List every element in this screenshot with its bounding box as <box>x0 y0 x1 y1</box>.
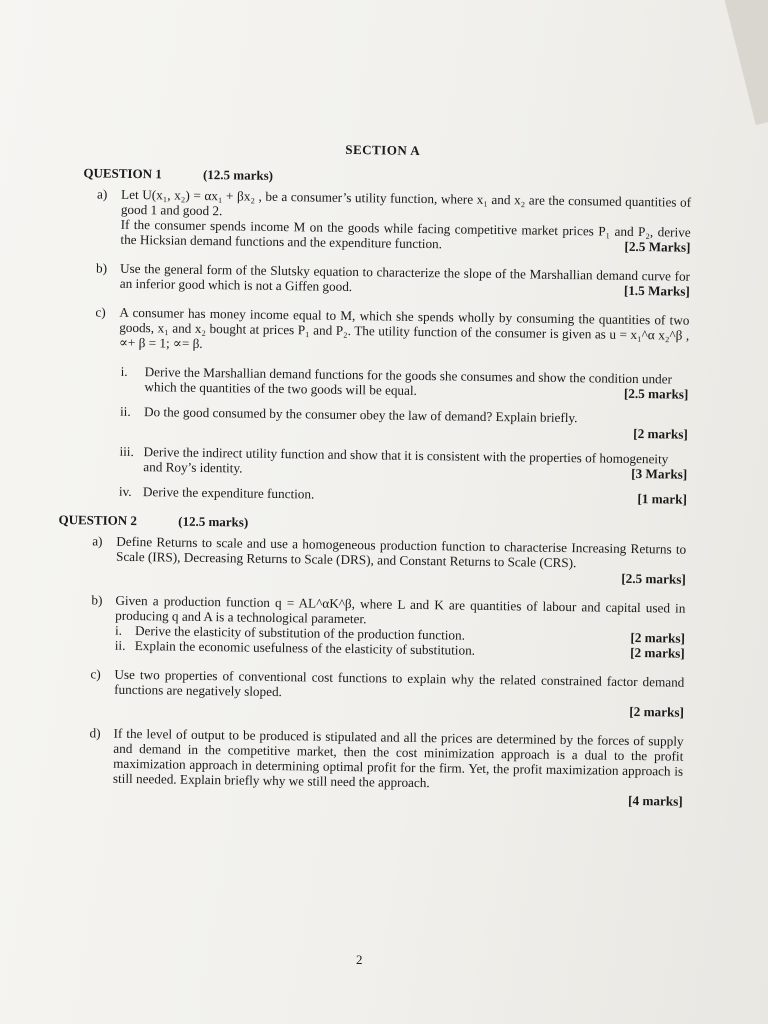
q2-item-c-label: c) <box>90 666 101 682</box>
q1-sub-iv-label: iv. <box>118 483 132 499</box>
q2-item-a-label: a) <box>92 533 103 549</box>
q2-sub-ii-label: ii. <box>114 637 126 653</box>
q1-item-a-line-2: If the consumer spends income M on the goods while facing competitive market prices P₁ and P₂, derive the Hicksian demand functions and the expenditure function. <box>120 216 691 252</box>
q1-sub-iii-label: iii. <box>119 443 134 460</box>
q2-item-b-label: b) <box>91 592 103 608</box>
q2-sub-i-text: Derive the elasticity of substitution of the production function. <box>134 623 466 643</box>
q1-sub-ii-text: Do the good consumed by the consumer obey the law of demand? Explain briefly. <box>143 404 578 426</box>
q1-sub-i <box>120 364 688 402</box>
q1-sub-i-text: Derive the Marshallian demand functions for the goods she consumes and show the condition under which the quantities of the two goods will be equal. <box>144 364 673 398</box>
q1-sub-iv-text: Derive the expenditure function. <box>142 484 315 502</box>
q1-sub-iii <box>119 444 687 482</box>
q2-item-c <box>90 666 685 719</box>
q2-item-a <box>92 533 687 586</box>
q1-sub-i-marks: [2.5 marks] <box>623 385 689 402</box>
q1-item-c-text: A consumer has money income equal to M, which she spends wholly by consuming the quantities of two goods, x₁ and x₂ bought at prices P₁ and P₂. The utility function of the consumer is given as u = x₁^α x₂^β , ∝+ β = 1; ∝= β. <box>118 304 690 351</box>
q2-item-a-marks: [2.5 marks] <box>621 570 686 587</box>
q1-item-c-label: c) <box>95 304 106 320</box>
q1-item-b-text: Use the general form of the Slutsky equation to characterize the slope of the Marshallian demand curve for an inferior good which is not a Giffen good. <box>119 260 691 295</box>
q1-sub-iv <box>119 484 687 507</box>
q1-item-a-label: a) <box>97 186 108 202</box>
exam-content <box>54 130 691 823</box>
q1-sub-iii-marks: [3 Marks] <box>631 465 688 482</box>
question-2-heading <box>58 512 686 536</box>
q1-item-b <box>96 260 690 298</box>
q2-item-d-label: d) <box>89 725 101 741</box>
page-corner-shadow <box>722 0 768 125</box>
q2-item-c-text: Use two properties of conventional cost functions to explain why the related constrained factor demand functions are negatively sloped. <box>114 666 685 700</box>
q1-sub-iv-marks: [1 mark] <box>637 491 688 507</box>
q2-sub-ii-marks: [2 marks] <box>630 644 685 661</box>
q2-item-d-marks: [4 marks] <box>628 792 683 809</box>
q2-item-a-text: Define Returns to scale and use a homogeneous production function to characterise Increasing Returns to Scale (IRS), Decreasing Returns to Scale (DRS), and Constant Returns to Scale (CRS). <box>115 533 687 571</box>
page-number: 2 <box>356 952 363 967</box>
q1-item-c <box>95 304 690 357</box>
q1-item-a-line-1: Let U(x₁, x₂) = αx₁ + βx₂ , be a consumer’s utility function, where x₁ and x₂ are the consumed quantities of good 1 and good 2. <box>120 186 692 219</box>
question-1-marks: (12.5 marks) <box>202 166 274 183</box>
section-title: SECTION A <box>345 141 421 158</box>
q1-item-a-marks: [2.5 Marks] <box>624 238 691 255</box>
q1-item-b-label: b) <box>95 260 108 276</box>
q1-item-b-marks: [1.5 Marks] <box>623 282 690 299</box>
q1-item-a <box>96 186 691 254</box>
q2-item-b-text: Given a production function q = AL^αK^β, where L and K are quantities of labour and capital used in producing q and A is a technological parameter. <box>115 592 686 627</box>
q2-sub-ii-text: Explain the economic usefulness of the elasticity of substitution. <box>134 638 476 658</box>
question-1-heading <box>83 165 691 188</box>
q2-item-d <box>89 725 684 808</box>
q2-sub-i-marks: [2 marks] <box>630 629 686 646</box>
q1-sub-iii-text: Derive the indirect utility function and show that it is consistent with the properties of homogeneity and Roy’s identity. <box>143 444 669 476</box>
question-1-title: QUESTION 1 <box>83 165 162 182</box>
q1-sub-ii-label: ii. <box>119 403 131 419</box>
q2-item-c-marks: [2 marks] <box>629 703 685 720</box>
q1-sub-ii-marks: [2 marks] <box>633 425 688 442</box>
q1-sub-i-label: i. <box>120 363 128 379</box>
question-2-title: QUESTION 2 <box>58 511 138 529</box>
question-2-marks: (12.5 marks) <box>178 513 249 530</box>
q1-sub-ii <box>120 404 688 442</box>
q2-item-b <box>91 592 686 660</box>
q2-sub-i-label: i. <box>114 622 123 638</box>
q2-item-d-text: If the level of output to be produced is stipulated and all the prices are determined by the forces of supply and demand in the competitive market, then the cost minimization approach is a dual to the profit maximization approach in determining optimal profit for the firm. Yet, the profit maximization approach is still needed. Explain briefly why we still need the approach. <box>112 725 684 791</box>
